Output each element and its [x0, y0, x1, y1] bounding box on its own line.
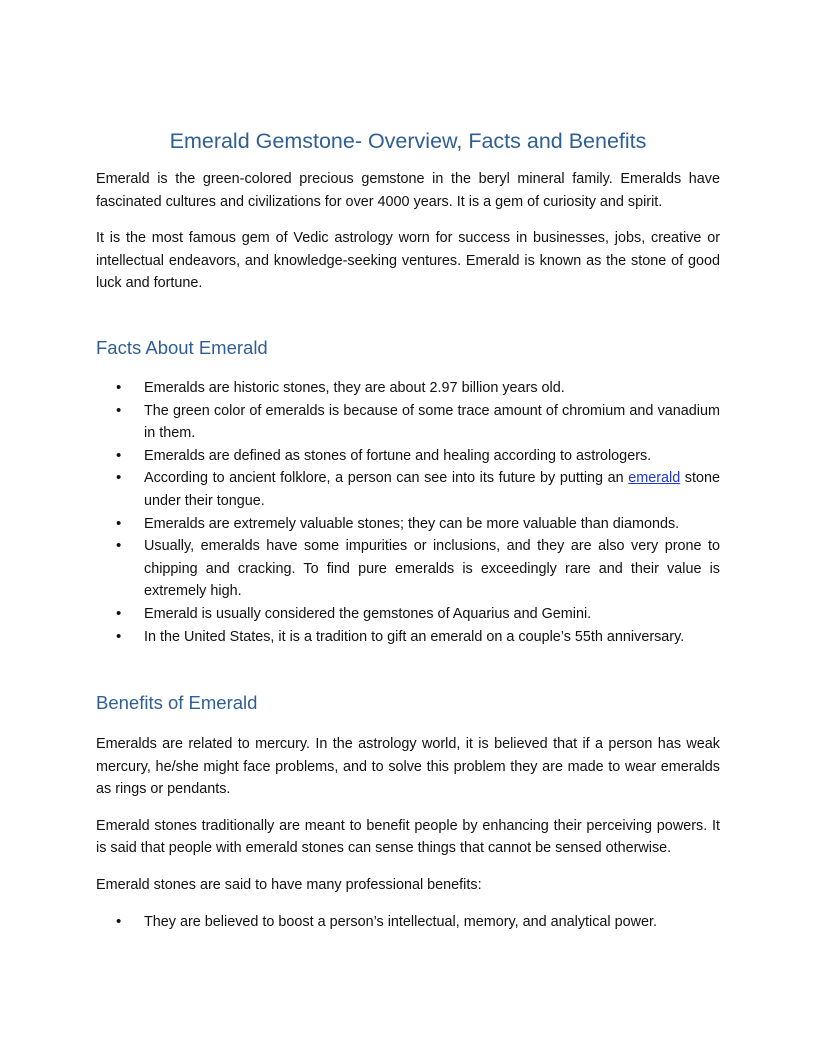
intro-paragraph-2: It is the most famous gem of Vedic astrology worn for success in businesses, jobs, creative or intellectual endeavors, and knowledge-seeking ventures. Emerald is known as the stone of good luck and fortune.: [96, 230, 720, 292]
benefits-list-item: • They are believed to boost a person’s intellectual, memory, and analytical power.: [96, 911, 720, 934]
emerald-link[interactable]: emerald: [628, 470, 681, 487]
facts-list-item: [96, 467, 720, 512]
intro-paragraph-1: Emerald is the green-colored precious gemstone in the beryl mineral family. Emeralds have fascinated cultures and civilizations for over 4000 years. It is a gem of curiosity and spirit.: [96, 171, 720, 210]
list-item-text: stone under their tongue.: [144, 470, 720, 509]
facts-list-item: • Emerald is usually considered the gemstones of Aquarius and Gemini.: [96, 603, 720, 626]
benefits-list: [96, 911, 720, 934]
benefits-heading: Benefits of Emerald: [96, 692, 258, 714]
list-item-text: According to ancient folklore, a person can see into its future by putting an: [144, 470, 629, 487]
facts-list-item: • Usually, emeralds have some impurities or inclusions, and they are also very prone to chipping and cracking. To find pure emeralds is exceedingly rare and their value is extremely high.: [96, 535, 720, 603]
facts-list-item: • Emeralds are defined as stones of fortune and healing according to astrologers.: [96, 445, 720, 468]
document-page: [96, 126, 720, 933]
facts-list: [96, 377, 720, 648]
facts-list-item: • The green color of emeralds is because of some trace amount of chromium and vanadium in them.: [96, 400, 720, 445]
benefits-paragraph-1: Emeralds are related to mercury. In the astrology world, it is believed that if a person has weak mercury, he/she might face problems, and to solve this problem they are made to wear emeralds as rings or pendants.: [96, 736, 720, 798]
facts-list-item: • Emeralds are historic stones, they are about 2.97 billion years old.: [96, 377, 720, 400]
document-title: Emerald Gemstone- Overview, Facts and Benefits: [169, 129, 647, 153]
facts-list-item: • In the United States, it is a tradition to gift an emerald on a couple’s 55th anniversary.: [96, 626, 720, 649]
facts-heading: Facts About Emerald: [96, 336, 268, 358]
benefits-paragraph-3: Emerald stones are said to have many professional benefits:: [96, 877, 482, 894]
facts-list-item: • Emeralds are extremely valuable stones; they can be more valuable than diamonds.: [96, 513, 720, 536]
benefits-paragraph-2: Emerald stones traditionally are meant to benefit people by enhancing their perceiving powers. It is said that people with emerald stones can sense things that cannot be sensed otherwise.: [96, 817, 720, 857]
